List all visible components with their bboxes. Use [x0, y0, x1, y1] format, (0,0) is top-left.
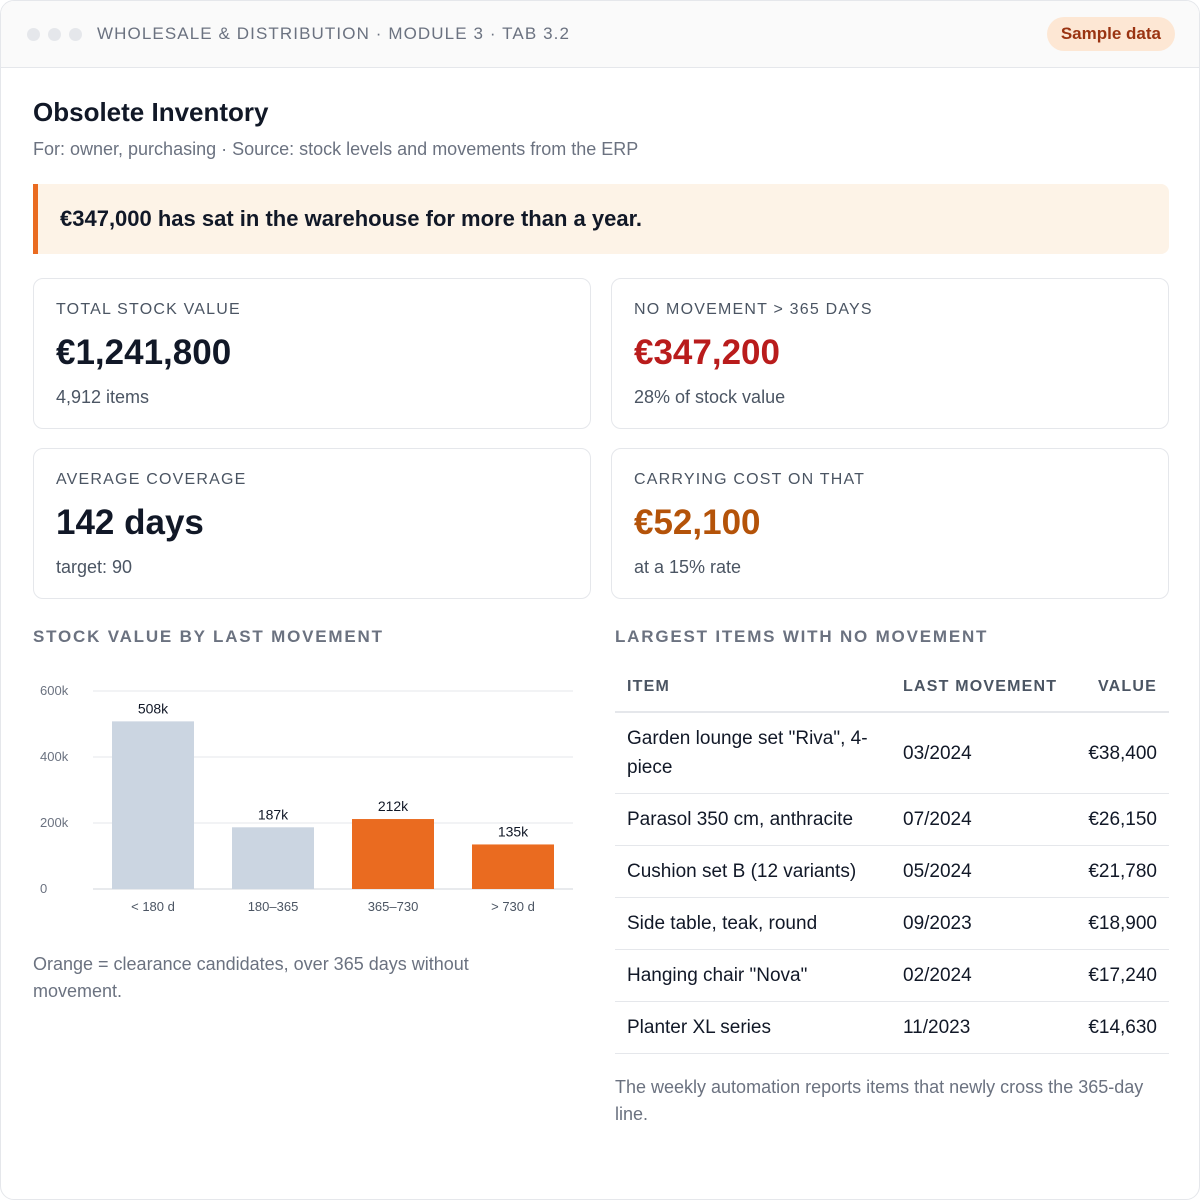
cell-value: €38,400	[1071, 712, 1169, 794]
column-header-item: ITEM	[615, 663, 891, 712]
x-tick-label: 180–365	[247, 899, 299, 914]
alert-banner	[33, 184, 1169, 254]
breadcrumb: WHOLESALE & DISTRIBUTION · MODULE 3 · TAB 3.2	[97, 24, 571, 43]
cell-item: Parasol 350 cm, anthracite	[615, 794, 891, 846]
kpi-value: €52,100	[634, 503, 761, 542]
cell-item: Cushion set B (12 variants)	[615, 846, 891, 898]
table-row	[615, 1002, 1169, 1054]
kpi-label: TOTAL STOCK VALUE	[56, 301, 241, 318]
cell-last-movement: 07/2024	[891, 794, 1071, 846]
kpi-subtext: 28% of stock value	[634, 387, 786, 407]
y-tick-label: 0	[40, 881, 48, 896]
stock-value-bar-chart	[31, 673, 581, 923]
chart-bar	[352, 819, 434, 889]
table-row	[615, 898, 1169, 950]
chart-bar	[112, 721, 194, 889]
bar-value-label: 187k	[257, 806, 289, 823]
table-note: The weekly automation reports items that newly cross the 365-day line.	[615, 1077, 1144, 1124]
x-tick-label: > 730 d	[491, 899, 535, 914]
window-minimize-button[interactable]	[48, 28, 61, 41]
table-header-row	[615, 663, 1169, 712]
table-heading: LARGEST ITEMS WITH NO MOVEMENT	[615, 627, 989, 646]
kpi-card-total-stock	[33, 278, 591, 429]
cell-value: €18,900	[1071, 898, 1169, 950]
window-zoom-button[interactable]	[69, 28, 82, 41]
alert-text: €347,000 has sat in the warehouse for more than a year.	[60, 206, 643, 231]
y-tick-label: 400k	[40, 749, 69, 764]
cell-value: €26,150	[1071, 794, 1169, 846]
kpi-card-no-movement	[611, 278, 1169, 429]
bar-value-label: 508k	[137, 700, 169, 717]
items-table-container	[615, 663, 1169, 1054]
kpi-subtext: 4,912 items	[56, 387, 150, 407]
kpi-label: NO MOVEMENT > 365 DAYS	[634, 301, 873, 318]
cell-last-movement: 11/2023	[891, 1002, 1071, 1054]
chart-note: Orange = clearance candidates, over 365 days without movement.	[33, 954, 469, 1001]
cell-value: €21,780	[1071, 846, 1169, 898]
kpi-card-carrying-cost	[611, 448, 1169, 599]
items-table	[615, 663, 1169, 1054]
cell-item: Side table, teak, round	[615, 898, 891, 950]
page-title: Obsolete Inventory	[33, 97, 269, 127]
chart-bar	[472, 844, 554, 889]
x-tick-label: 365–730	[367, 899, 419, 914]
kpi-label: AVERAGE COVERAGE	[56, 471, 247, 488]
bar-value-label: 212k	[377, 798, 409, 815]
table-row	[615, 712, 1169, 794]
cell-value: €17,240	[1071, 950, 1169, 1002]
chart-heading: STOCK VALUE BY LAST MOVEMENT	[33, 627, 384, 646]
chart-bar	[232, 827, 314, 889]
kpi-subtext: at a 15% rate	[634, 557, 742, 577]
kpi-value: €1,241,800	[56, 333, 232, 372]
bar-value-label: 135k	[497, 823, 529, 840]
kpi-card-average-coverage	[33, 448, 591, 599]
x-tick-label: < 180 d	[131, 899, 175, 914]
kpi-value: 142 days	[56, 503, 204, 542]
page-subtitle: For: owner, purchasing · Source: stock levels and movements from the ERP	[33, 139, 639, 159]
cell-value: €14,630	[1071, 1002, 1169, 1054]
column-header-value: VALUE	[1071, 663, 1169, 712]
cell-item: Garden lounge set "Riva", 4-piece	[615, 712, 891, 794]
table-row	[615, 794, 1169, 846]
cell-last-movement: 02/2024	[891, 950, 1071, 1002]
kpi-subtext: target: 90	[56, 557, 133, 577]
window-close-button[interactable]	[27, 28, 40, 41]
sample-data-badge: Sample data	[1047, 17, 1175, 51]
table-row	[615, 950, 1169, 1002]
kpi-value: €347,200	[634, 333, 780, 372]
column-header-last-movement: LAST MOVEMENT	[891, 663, 1071, 712]
cell-last-movement: 05/2024	[891, 846, 1071, 898]
cell-last-movement: 09/2023	[891, 898, 1071, 950]
kpi-label: CARRYING COST ON THAT	[634, 471, 866, 488]
title-bar	[1, 1, 1199, 68]
y-tick-label: 600k	[40, 683, 69, 698]
cell-last-movement: 03/2024	[891, 712, 1071, 794]
table-row	[615, 846, 1169, 898]
cell-item: Planter XL series	[615, 1002, 891, 1054]
y-tick-label: 200k	[40, 815, 69, 830]
cell-item: Hanging chair "Nova"	[615, 950, 891, 1002]
